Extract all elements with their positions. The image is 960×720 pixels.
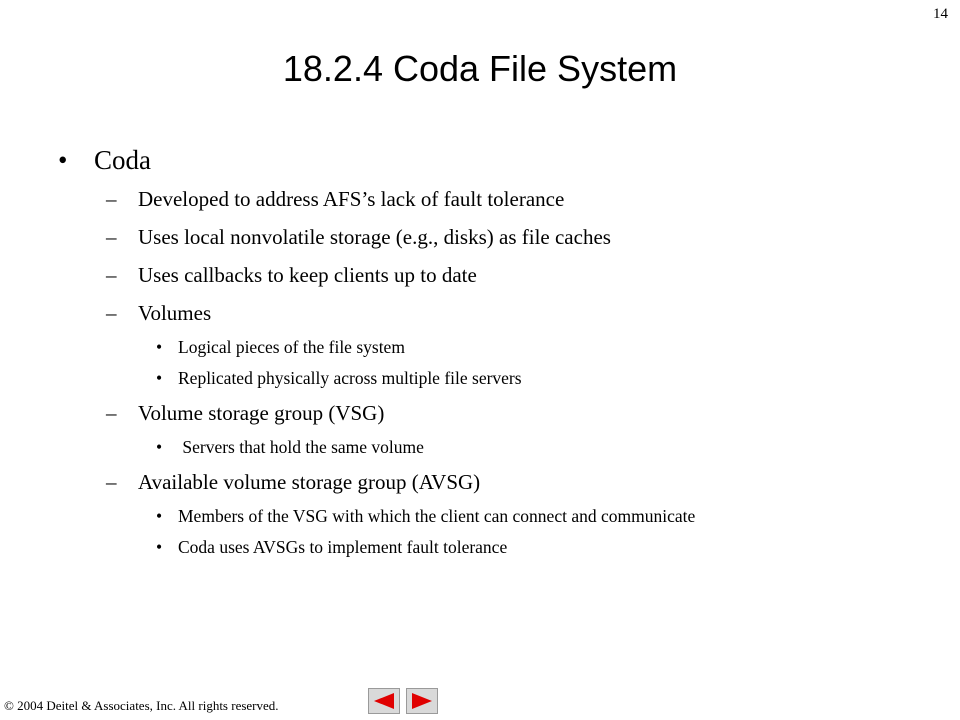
bullet-level-2 (58, 262, 938, 288)
bullet-marker: • (156, 437, 163, 457)
bullet-marker: • (156, 368, 163, 388)
slide-navigation (368, 688, 438, 714)
page-number: 14 (933, 6, 948, 22)
previous-slide-button[interactable] (368, 688, 400, 714)
bullet-marker: – (106, 187, 117, 211)
copyright-text: © 2004 Deitel & Associates, Inc. All rights reserved. (4, 698, 279, 713)
bullet-marker: • (156, 506, 163, 526)
bullet-marker: – (106, 225, 117, 249)
bullet-list (58, 140, 938, 569)
bullet-level-2 (58, 400, 938, 426)
bullet-marker: • (156, 537, 163, 557)
bullet-level-2 (58, 300, 938, 326)
bullet-marker: • (58, 145, 68, 175)
bullet-text: Uses callbacks to keep clients up to date (138, 263, 477, 287)
bullet-text: Developed to address AFS’s lack of fault tolerance (138, 187, 565, 211)
bullet-text: Volume storage group (VSG) (138, 401, 385, 425)
bullet-level-3 (58, 436, 938, 458)
bullet-level-2 (58, 469, 938, 495)
bullet-text: Coda uses AVSGs to implement fault tolerance (178, 537, 508, 557)
bullet-marker: – (106, 401, 117, 425)
bullet-text: Logical pieces of the file system (178, 337, 405, 357)
bullet-text: Replicated physically across multiple file servers (178, 368, 522, 388)
bullet-level-2 (58, 186, 938, 212)
bullet-level-2 (58, 224, 938, 250)
bullet-text: Servers that hold the same volume (178, 437, 424, 457)
bullet-marker: – (106, 263, 117, 287)
bullet-text: Uses local nonvolatile storage (e.g., disks) as file caches (138, 225, 611, 249)
next-slide-button[interactable] (406, 688, 438, 714)
footer (4, 698, 279, 714)
bullet-text: Coda (94, 145, 151, 175)
bullet-marker: – (106, 470, 117, 494)
bullet-level-1 (58, 140, 938, 180)
left-arrow-icon (372, 692, 396, 710)
bullet-level-3 (58, 505, 938, 527)
bullet-text: Members of the VSG with which the client can connect and communicate (178, 506, 696, 526)
slide-title: 18.2.4 Coda File System (282, 48, 678, 89)
bullet-level-3 (58, 336, 938, 358)
bullet-level-3 (58, 536, 938, 558)
right-arrow-icon (410, 692, 434, 710)
bullet-text: Volumes (138, 301, 212, 325)
bullet-level-3 (58, 367, 938, 389)
bullet-marker: – (106, 301, 117, 325)
bullet-text: Available volume storage group (AVSG) (138, 470, 481, 494)
bullet-marker: • (156, 337, 163, 357)
